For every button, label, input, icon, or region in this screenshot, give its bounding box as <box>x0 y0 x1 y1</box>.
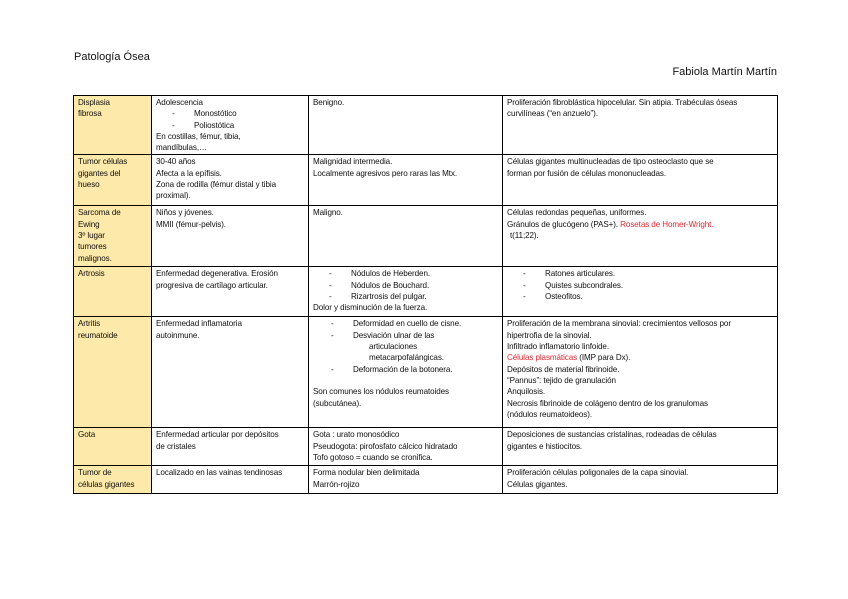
cell-clinical: Enfermedad degenerativa. Erosión progresiva de cartílago articular. <box>152 267 309 317</box>
cell-clinical: Localizado en las vainas tendinosas <box>152 466 309 494</box>
row-label: Displasia fibrosa <box>74 96 152 155</box>
page-title: Patología Ósea <box>74 51 150 63</box>
cell-histology: Proliferación células poligonales de la capa sinovial. Células gigantes. <box>503 466 778 494</box>
list-item: - Desviación ulnar de las <box>313 330 498 341</box>
cell-histology: Deposiciones de sustancias cristalinas, rodeadas de células gigantes e histiocitos. <box>503 428 778 466</box>
cell-histology: Proliferación de la membrana sinovial: crecimientos vellosos por hipertrofia de la sinovial. Infiltrado inflamatorio linfoide. Células plasmáticas (IMP para Dx). Depósitos de material fibrinoide. “Pannus”: tejido de granulación Anquilosis. Necrosis fibrinoide de colágeno dentro de los granulomas (nódulos reumatoideos). <box>503 317 778 428</box>
table-row <box>74 428 778 466</box>
cell-clinical: Enfermedad articular por depósitos de cristales <box>152 428 309 466</box>
cell-behavior: Forma nodular bien delimitada Marrón-rojizo <box>309 466 503 494</box>
table-row <box>74 317 778 428</box>
cell-behavior: Malignidad intermedia. Localmente agresivos pero raras las Mtx. <box>309 155 503 206</box>
cell-histology: Células redondas pequeñas, uniformes. Gránulos de glucógeno (PAS+). Rosetas de Homer-Wright. t(11;22). <box>503 206 778 267</box>
list-item: - Nódulos de Heberden. <box>313 268 498 279</box>
cell-histology: Células gigantes multinucleadas de tipo osteoclasto que se forman por fusión de células mononucleadas. <box>503 155 778 206</box>
list-item: - Osteofitos. <box>507 291 773 302</box>
row-label: Artritis reumatoide <box>74 317 152 428</box>
cell-clinical: Enfermedad inflamatoria autoinmune. <box>152 317 309 428</box>
list-item: - Poliostótica <box>156 120 304 131</box>
cell-clinical: Adolescencia - Monostótico - Poliostótica En costillas, fémur, tibia, mandíbulas,… <box>152 96 309 155</box>
cell-clinical: 30-40 años Afecta a la epífisis. Zona de rodilla (fémur distal y tibia proximal). <box>152 155 309 206</box>
list-item: - Monostótico <box>156 108 304 119</box>
row-label: Gota <box>74 428 152 466</box>
cell-clinical: Niños y jóvenes. MMII (fémur-pelvis). <box>152 206 309 267</box>
cell-behavior: - Deformidad en cuello de cisne. - Desviación ulnar de las articulaciones metacarpofalángicas. - Deformación de la botonera. Son comunes los nódulos reumatoides (subcutánea). <box>309 317 503 428</box>
list-item: - Deformidad en cuello de cisne. <box>313 318 498 329</box>
table-row <box>74 96 778 155</box>
cell-behavior: Gota : urato monosódico Pseudogota: pirofosfato cálcico hidratado Tofo gotoso = cuando se cronifica. <box>309 428 503 466</box>
cell-histology <box>503 267 778 317</box>
cell-behavior: - Nódulos de Heberden. - Nódulos de Bouchard. - Rizartrosis del pulgar. Dolor y disminución de la fuerza. <box>309 267 503 317</box>
table-row <box>74 466 778 494</box>
pathology-table <box>73 95 778 494</box>
cell-behavior: Maligno. <box>309 206 503 267</box>
list-item: - Quistes subcondrales. <box>507 280 773 291</box>
list-item: - Ratones articulares. <box>507 268 773 279</box>
table-row <box>74 206 778 267</box>
table-row <box>74 155 778 206</box>
list-item: - Nódulos de Bouchard. <box>313 280 498 291</box>
row-label: Tumor de células gigantes <box>74 466 152 494</box>
cell-histology: Proliferación fibroblástica hipocelular. Sin atipia. Trabéculas óseas curvilíneas (“en anzuelo”). <box>503 96 778 155</box>
highlight-text: Rosetas de Homer-Wright. <box>620 219 714 229</box>
row-label: Artrosis <box>74 267 152 317</box>
row-label: Sarcoma de Ewing 3º lugar tumores malignos. <box>74 206 152 267</box>
highlight-text: Células plasmáticas <box>507 353 578 363</box>
list-item: - Rizartrosis del pulgar. <box>313 291 498 302</box>
author-name: Fabiola Martín Martín <box>672 66 777 78</box>
table-row <box>74 267 778 317</box>
row-label: Tumor células gigantes del hueso <box>74 155 152 206</box>
cell-behavior: Benigno. <box>309 96 503 155</box>
list-item: - Deformación de la botonera. <box>313 364 498 375</box>
